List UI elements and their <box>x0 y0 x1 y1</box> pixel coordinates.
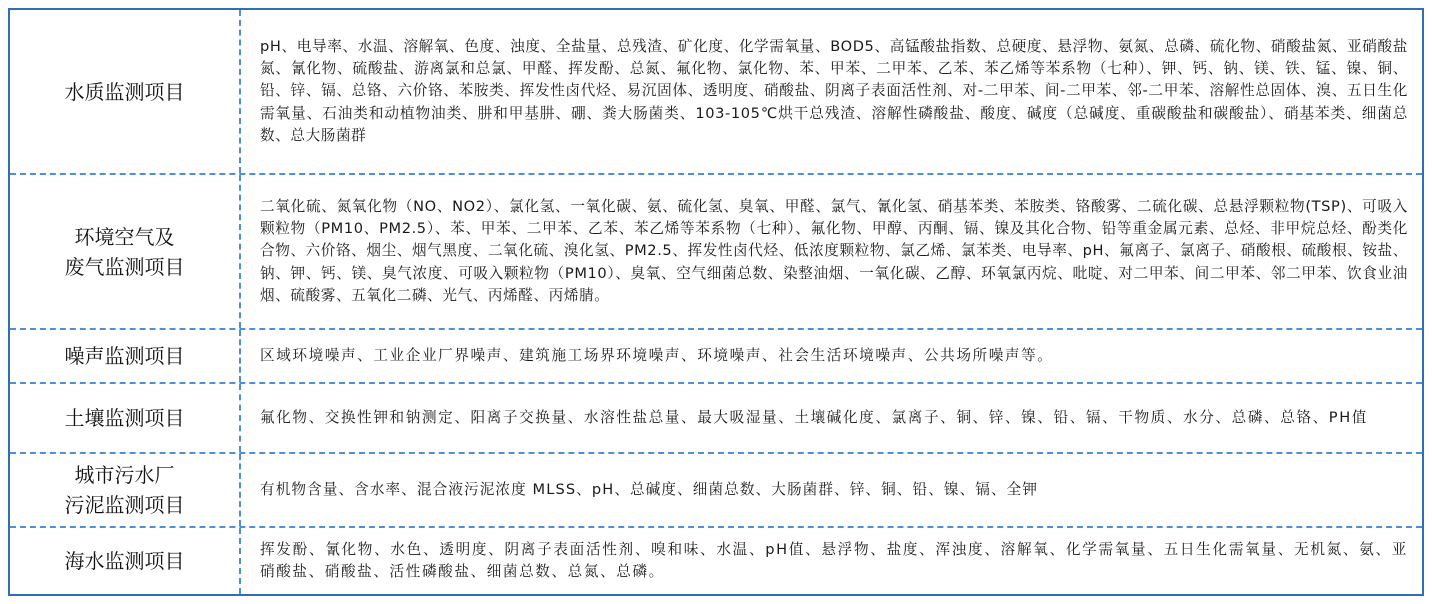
category-cell: 水质监测项目 <box>10 10 241 173</box>
items-cell <box>260 528 1408 594</box>
items-text: 有机物含量、含水率、混合液污泥浓度 MLSS、pH、总碱度、细菌总数、大肠菌群、锌、铜、铅、镍、镉、全钾 <box>260 480 1039 498</box>
table-row-soil <box>10 384 1422 454</box>
category-cell: 土壤监测项目 <box>10 384 241 452</box>
items-text: 挥发酚、氰化物、水色、透明度、阴离子表面活性剂、嗅和味、水温、pH值、悬浮物、盐度、浑浊度、溶解氧、化学需氧量、五日生化需氧量、无机氮、氨、亚硝酸盐、硝酸盐、活性磷酸盐、细菌总数、总氮、总磷。 <box>260 540 1408 580</box>
items-cell <box>260 454 1408 526</box>
items-cell <box>260 175 1408 328</box>
items-text: 二氧化硫、氮氧化物（NO、NO2）、氯化氢、一氧化碳、氨、硫化氢、臭氧、甲醛、氯气、氰化氢、硝基苯类、苯胺类、铬酸雾、二硫化碳、总悬浮颗粒物(TSP)、可吸入颗粒物（PM10、PM2.5）、苯、甲苯、二甲苯、乙苯、苯乙烯等苯系物（七种）、氟化物、甲醇、丙酮、镉、镍及其化合物、铅等重金属元素、总烃、非甲烷总烃、酚类化合物、六价铬、烟尘、烟气黑度、二氧化硫、溴化氢、PM2.5、挥发性卤代烃、低浓度颗粒物、氯乙烯、氯苯类、电导率、pH、氟离子、氯离子、硝酸根、硫酸根、铵盐、钠、钾、钙、镁、臭气浓度、可吸入颗粒物（PM10）、臭氧、空气细菌总数、染整油烟、一氧化碳、乙醇、环氧氯丙烷、吡啶、对二甲苯、间二甲苯、邻二甲苯、饮食业油烟、硫酸雾、五氧化二磷、光气、丙烯醛、丙烯腈。 <box>260 197 1408 304</box>
category-cell: 城市污水厂 污泥监测项目 <box>10 454 241 526</box>
table-row-sludge <box>10 454 1422 528</box>
category-cell: 环境空气及 废气监测项目 <box>10 175 241 328</box>
items-cell <box>260 384 1408 452</box>
items-cell <box>260 330 1408 382</box>
table-row-seawater <box>10 528 1422 594</box>
items-text: 区域环境噪声、工业企业厂界噪声、建筑施工场界环境噪声、环境噪声、社会生活环境噪声、公共场所噪声等。 <box>260 346 1054 364</box>
items-cell <box>260 10 1408 173</box>
items-text: pH、电导率、水温、溶解氧、色度、浊度、全盐量、总残渣、矿化度、化学需氧量、BOD5、高锰酸盐指数、总硬度、悬浮物、氨氮、总磷、硫化物、硝酸盐氮、亚硝酸盐氮、氰化物、硫酸盐、游离氯和总氯、甲醛、挥发酚、总氮、氟化物、氯化物、苯、甲苯、二甲苯、乙苯、苯乙烯等苯系物（七种）、钾、钙、钠、镁、铁、锰、镍、铜、铅、锌、镉、总铬、六价铬、苯胺类、挥发性卤代烃、易沉固体、透明度、硝酸盐、阴离子表面活性剂、对-二甲苯、间-二甲苯、邻-二甲苯、溶解性总固体、溴、五日生化需氧量、石油类和动植物油类、肼和甲基肼、硼、粪大肠菌类、103-105℃烘干总残渣、溶解性磷酸盐、酸度、碱度（总碱度、重碳酸盐和碳酸盐）、硝基苯类、细菌总数、总大肠菌群 <box>260 37 1408 144</box>
items-text: 氟化物、交换性钾和钠测定、阳离子交换量、水溶性盐总量、最大吸湿量、土壤碱化度、氯离子、铜、锌、镍、铅、镉、干物质、水分、总磷、总铬、PH值 <box>260 408 1368 426</box>
table-row-air <box>10 175 1422 330</box>
category-cell: 噪声监测项目 <box>10 330 241 382</box>
monitoring-items-table <box>8 8 1424 596</box>
table-row-water <box>10 10 1422 175</box>
table-row-noise <box>10 330 1422 384</box>
category-cell: 海水监测项目 <box>10 528 241 594</box>
